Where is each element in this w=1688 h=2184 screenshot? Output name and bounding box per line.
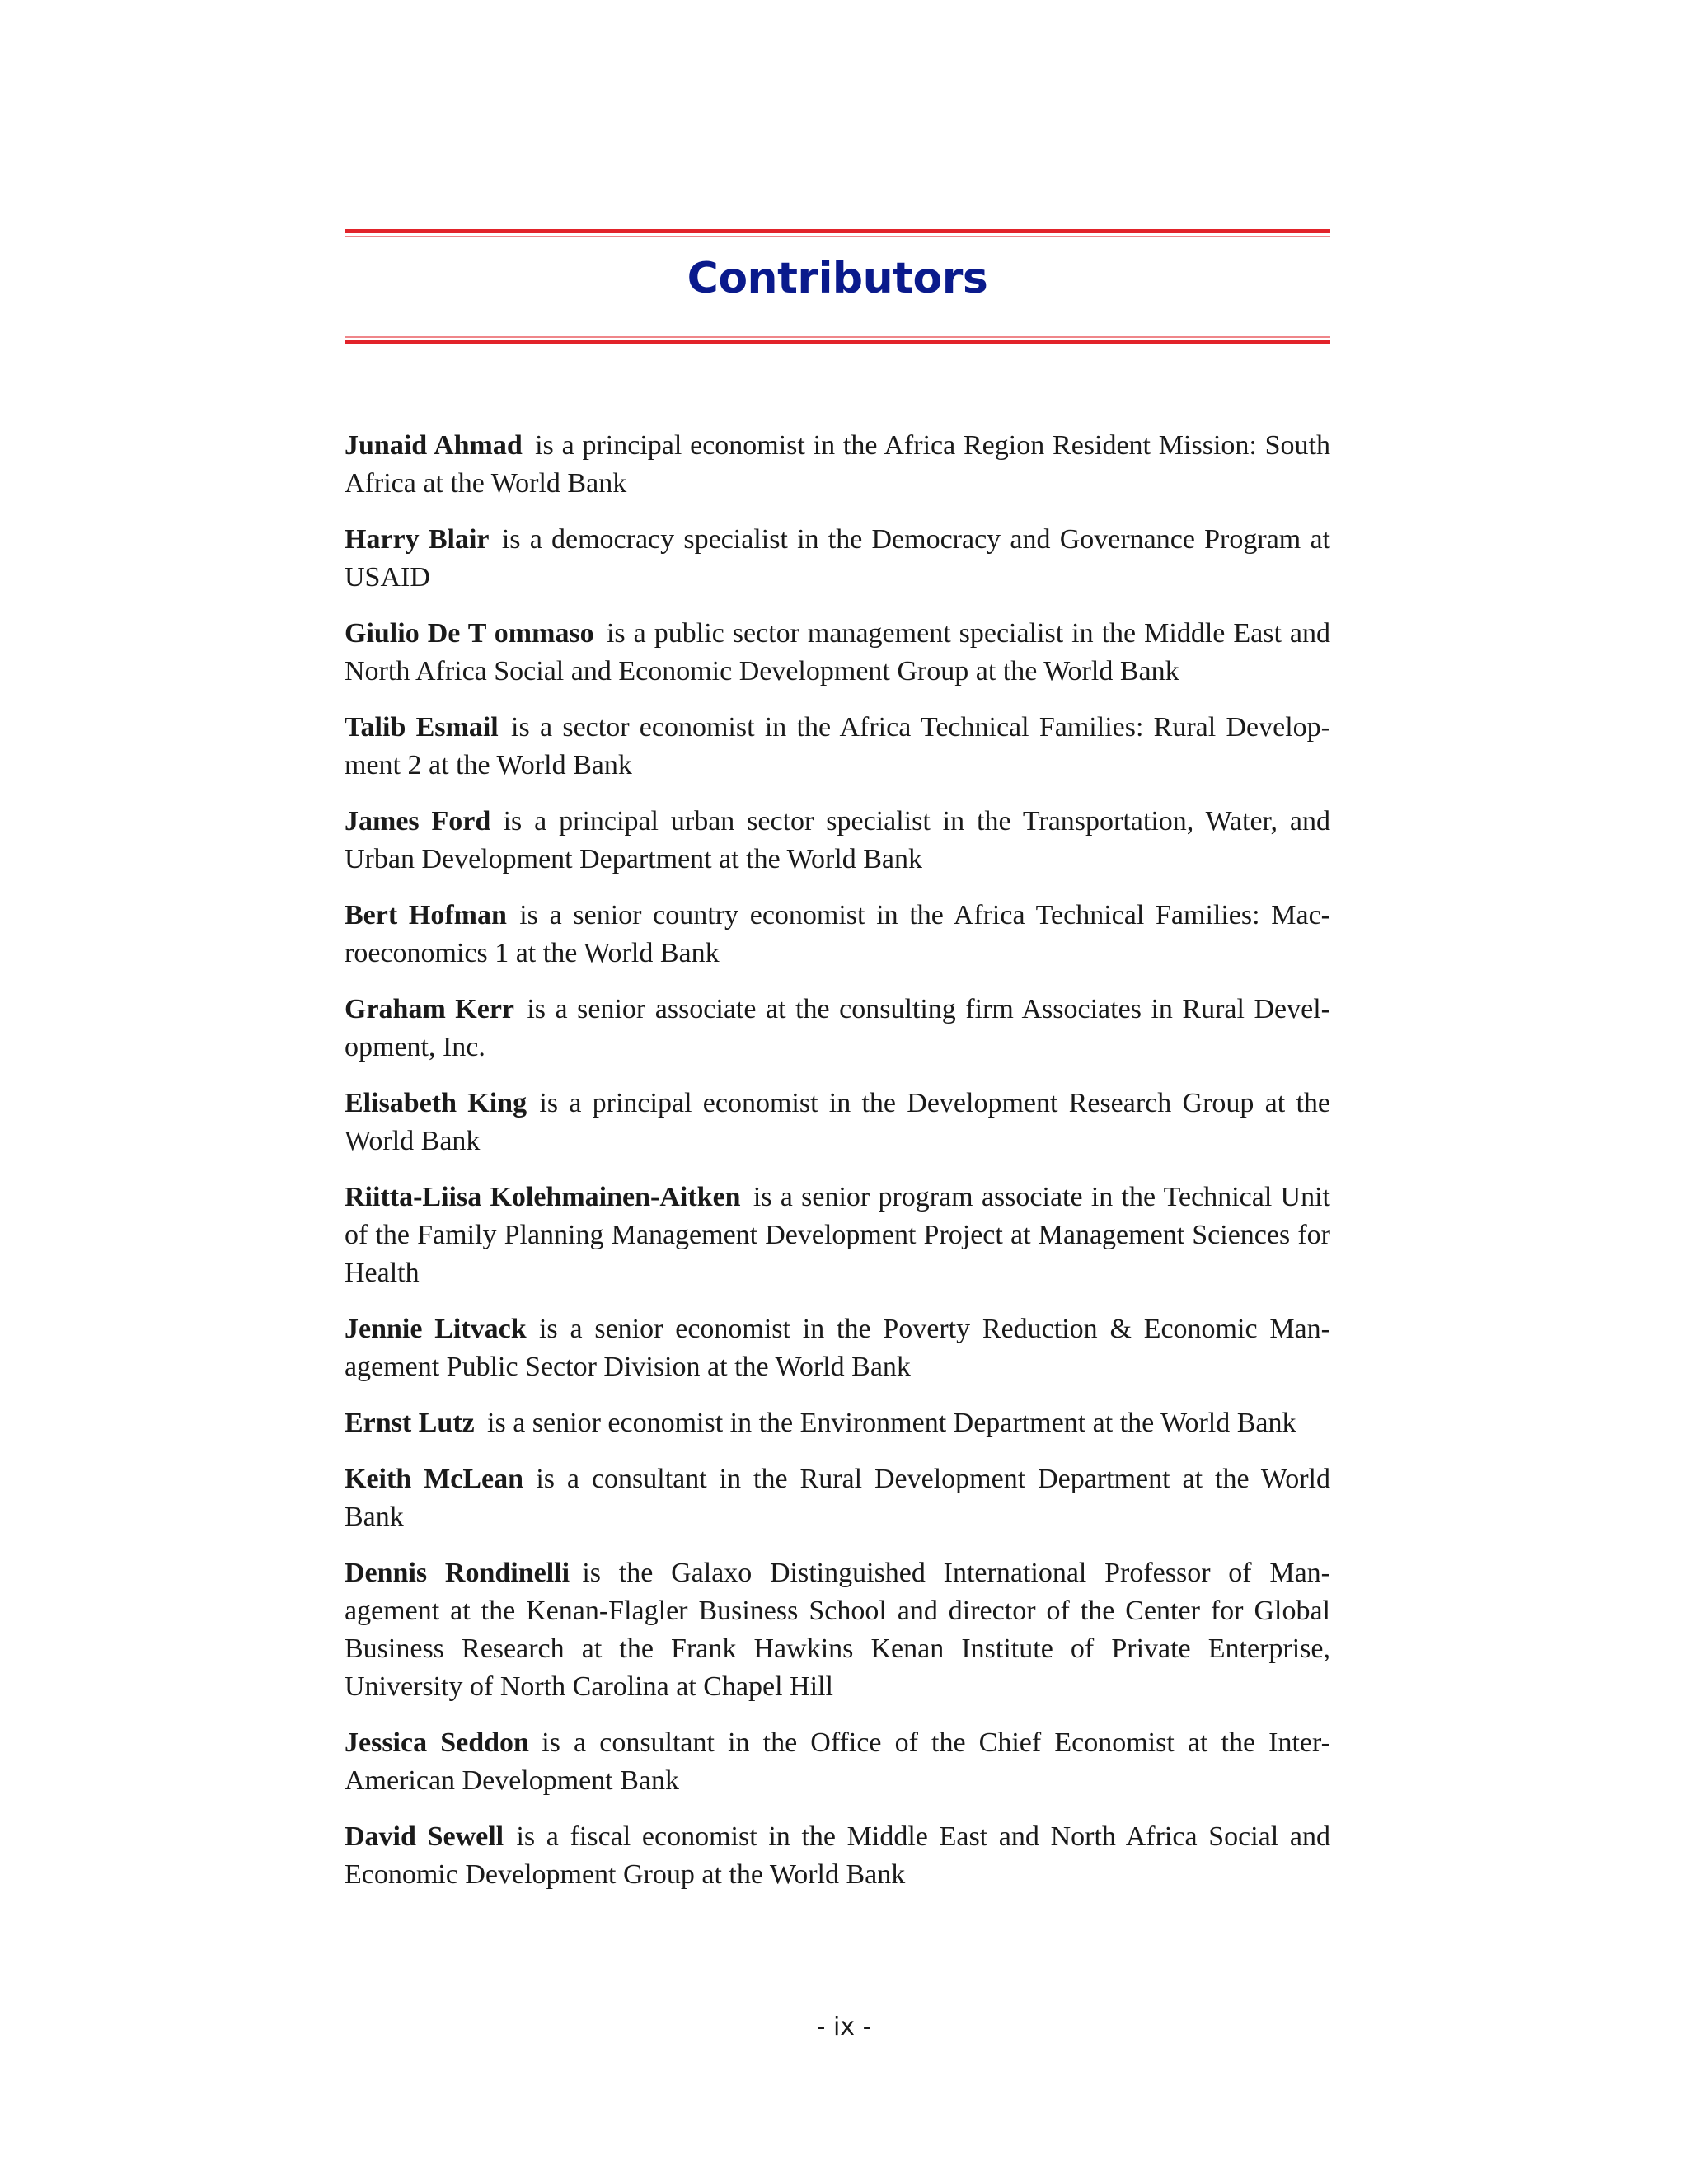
- contributor-entry: [345, 521, 1330, 597]
- chapter-header: [345, 229, 1330, 344]
- contributor-name: Talib Esmail: [345, 712, 499, 743]
- contributor-entry: [345, 897, 1330, 972]
- contributor-description: is a principal economist in the Development Research Group at the World Bank: [345, 1088, 1330, 1156]
- contributor-name: James Ford: [345, 806, 491, 837]
- contributor-name: Elisabeth King: [345, 1088, 528, 1118]
- header-bottom-rule: [345, 336, 1330, 344]
- header-top-rule: [345, 229, 1330, 237]
- contributors-list: [345, 427, 1330, 1912]
- contributor-entry: [345, 1085, 1330, 1160]
- contributor-name: Ernst Lutz: [345, 1408, 475, 1438]
- contributor-description: is a senior program associate in the Technical Unit of the Family Planning Management Development Project at Management Sciences for Health: [345, 1182, 1330, 1288]
- contributor-entry: [345, 1724, 1330, 1800]
- page-title: Contributors: [687, 254, 988, 303]
- contributor-name: Jennie Litvack: [345, 1314, 527, 1344]
- contributor-description: is a fiscal economist in the Middle East and North Africa Social and Economic Development Group at the World Bank: [345, 1821, 1330, 1890]
- page-number: - ix -: [816, 2013, 872, 2041]
- contributor-description: is a senior associate at the consulting firm Associates in Rural Devel-opment, Inc.: [345, 994, 1330, 1062]
- contributor-name: Riitta-Liisa Kolehmainen-Aitken: [345, 1182, 741, 1212]
- contributor-entry: [345, 803, 1330, 879]
- contributor-name: Harry Blair: [345, 524, 490, 555]
- contributor-name: David Sewell: [345, 1821, 504, 1852]
- contributor-description: is a sector economist in the Africa Technical Families: Rural Develop-ment 2 at the World Bank: [345, 712, 1330, 780]
- contributor-name: Graham Kerr: [345, 994, 515, 1024]
- contributor-description: is a consultant in the Office of the Chief Economist at the Inter-American Development Bank: [345, 1727, 1330, 1796]
- contributor-entry: [345, 427, 1330, 503]
- contributor-entry: [345, 709, 1330, 785]
- contributor-name: Bert Hofman: [345, 900, 507, 930]
- contributor-description: is the Galaxo Distinguished International Professor of Man-agement at the Kenan-Flagler Business School and director of the Center for Global Business Research at the Frank Hawkins Kenan Institute of Private Enterprise, University of North Carolina at Chapel Hill: [345, 1558, 1330, 1702]
- contributor-description: is a principal economist in the Africa Region Resident Mission: South Africa at the World Bank: [345, 430, 1330, 499]
- contributor-name: Keith McLean: [345, 1464, 524, 1494]
- contributor-entry: [345, 1554, 1330, 1706]
- contributor-description: is a principal urban sector specialist in the Transportation, Water, and Urban Development Department at the World Bank: [345, 806, 1331, 874]
- contributor-entry: [345, 615, 1330, 691]
- contributor-entry: [345, 1404, 1330, 1442]
- contributor-description: is a democracy specialist in the Democracy and Governance Program at USAID: [345, 524, 1330, 593]
- contributor-description: is a senior country economist in the Africa Technical Families: Mac-roeconomics 1 at the World Bank: [345, 900, 1330, 968]
- contributor-entry: [345, 1818, 1330, 1894]
- contributor-entry: [345, 1460, 1330, 1536]
- contributor-name: Junaid Ahmad: [345, 430, 523, 461]
- contributor-entry: [345, 1179, 1330, 1292]
- contributor-name: Jessica Seddon: [345, 1727, 529, 1758]
- contributor-name: Dennis Rondinelli: [345, 1558, 570, 1588]
- contributor-name: Giulio De T ommaso: [345, 618, 594, 649]
- contributor-description: is a senior economist in the Poverty Reduction & Economic Man-agement Public Sector Division at the World Bank: [345, 1314, 1330, 1382]
- contributor-description: is a consultant in the Rural Development Department at the World Bank: [345, 1464, 1330, 1532]
- contributor-description: is a senior economist in the Environment Department at the World Bank: [487, 1408, 1296, 1438]
- contributor-entry: [345, 991, 1330, 1066]
- contributor-description: is a public sector management specialist in the Middle East and North Africa Social and Economic Development Group at the World Bank: [345, 618, 1331, 687]
- contributor-entry: [345, 1310, 1330, 1386]
